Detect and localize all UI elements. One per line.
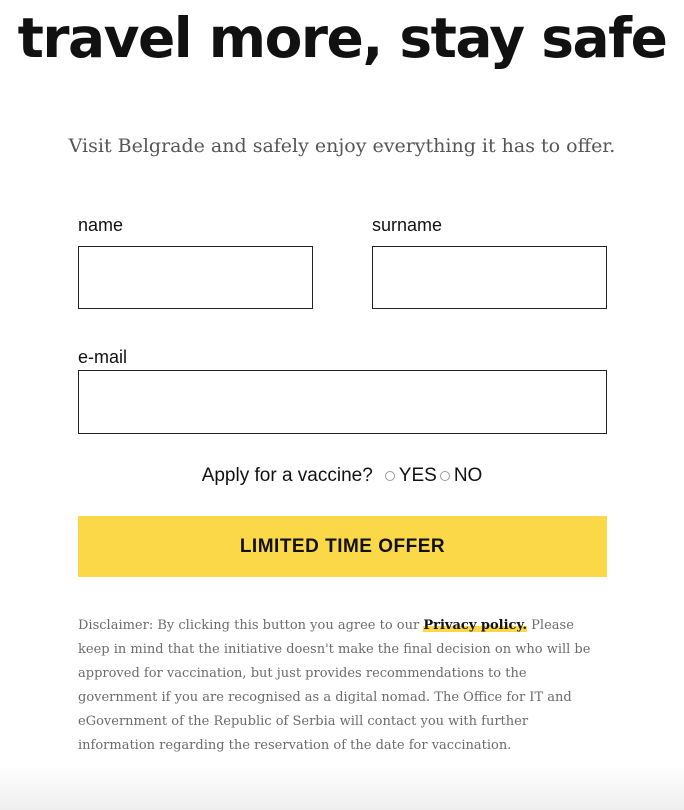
bottom-fade	[0, 766, 684, 810]
vaccine-yes-option[interactable]	[385, 465, 437, 487]
disclaimer-text	[78, 614, 608, 758]
name-label: name	[78, 215, 124, 235]
name-input[interactable]	[78, 246, 313, 309]
vaccine-yes-radio[interactable]	[385, 471, 395, 481]
vaccine-no-radio[interactable]	[440, 471, 450, 481]
email-label: e-mail	[78, 347, 128, 367]
page-subtitle: Visit Belgrade and safely enjoy everything it has to offer.	[68, 135, 616, 157]
surname-input[interactable]	[372, 246, 607, 309]
vaccine-no-label: NO	[453, 465, 483, 486]
limited-time-offer-button[interactable]: LIMITED TIME OFFER	[78, 516, 607, 577]
vaccine-no-option[interactable]	[440, 465, 483, 487]
privacy-policy-link[interactable]: Privacy policy.	[423, 618, 528, 633]
vaccine-question: Apply for a vaccine?	[201, 465, 373, 486]
disclaimer-body: Please keep in mind that the initiative doesn't make the final decision on who will be approved for vaccination, but just provides recommendations to the government if you are recognised as a digital nomad. The Office for IT and eGovernment of the Republic of Serbia will contact you with further information regarding the reservation of the date for vaccination.	[78, 618, 591, 753]
surname-label: surname	[372, 215, 443, 235]
vaccine-question-row	[0, 463, 684, 489]
disclaimer-intro: Disclaimer: By clicking this button you agree to our	[78, 618, 424, 633]
vaccine-yes-label: YES	[398, 465, 437, 486]
page-title: travel more, stay safe	[17, 6, 667, 70]
email-input[interactable]	[78, 370, 607, 434]
